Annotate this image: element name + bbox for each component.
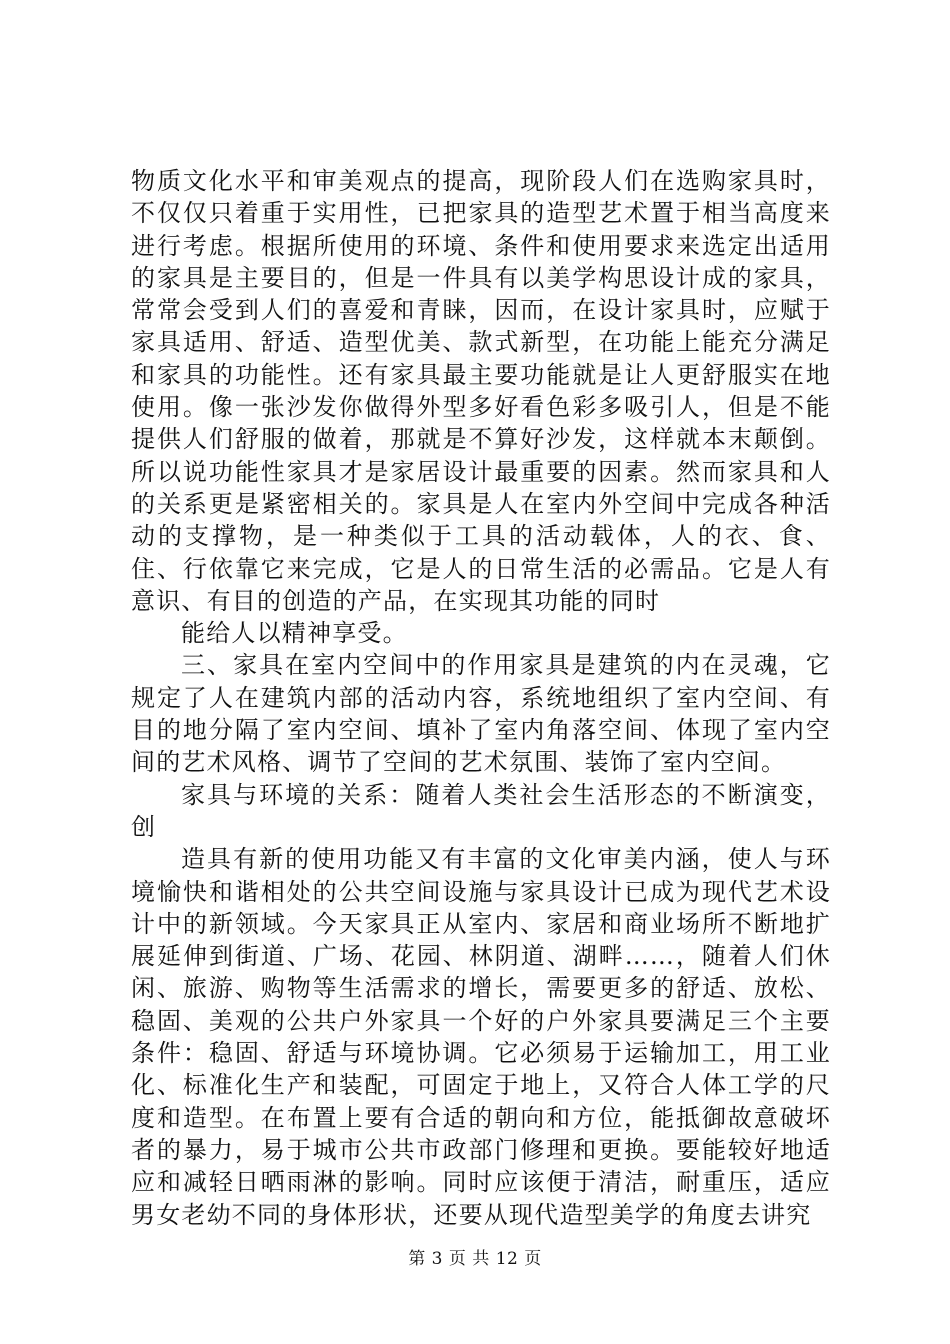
paragraph-interior-space-role: 三、家具在室内空间中的作用家具是建筑的内在灵魂，它规定了人在建筑内部的活动内容，系统地组织了室内空间、有目的地分隔了室内空间、填补了室内角落空间、体现了室内空间的艺术风格、调节了空间的艺术氛围、装饰了室内空间。: [131, 651, 831, 777]
paragraph-outdoor-furniture: 造具有新的使用功能又有丰富的文化审美内涵，使人与环境愉快和谐相处的公共空间设施与家具设计已成为现代艺术设计中的新领域。今天家具正从室内、家居和商业场所不断地扩展延伸到街道、广场、花园、林阴道、湖畔……，随着人们休闲、旅游、购物等生活需求的增长，需要更多的舒适、放松、稳固、美观的公共户外家具一个好的户外家具要满足三个主要条件：稳固、舒适与环境协调。它必须易于运输加工，用工业化、标准化生产和装配，可固定于地上，又符合人体工学的尺度和造型。在布置上要有合适的朝向和方位，能抵御故意破坏者的暴力，易于城市公共市政部门修理和更换。要能较好地适应和减轻日晒雨淋的影响。同时应该便于清洁，耐重压，适应男女老幼不同的身体形状，还要从现代造型美学的角度去讲究: [131, 845, 831, 1229]
paragraph-spiritual-enjoyment: 能给人以精神享受。: [181, 619, 408, 648]
paragraph-environment-relation: 家具与环境的关系：随着人类社会生活形态的不断演变，创: [131, 780, 831, 841]
paragraph-furniture-function: 物质文化水平和审美观点的提高，现阶段人们在选购家具时，不仅仅只着重于实用性，已把家具的造型艺术置于相当高度来进行考虑。根据所使用的环境、条件和使用要求来选定出适用的家具是主要目的，但是一件具有以美学构思设计成的家具，常常会受到人们的喜爱和青睐，因而，在设计家具时，应赋于家具适用、舒适、造型优美、款式新型，在功能上能充分满足和家具的功能性。还有家具最主要功能就是让人更舒服实在地使用。像一张沙发你做得外型多好看色彩多吸引人，但是不能提供人们舒服的做着，那就是不算好沙发，这样就本末颠倒。所以说功能性家具才是家居设计最重要的因素。然而家具和人的关系更是紧密相关的。家具是人在室内外空间中完成各种活动的支撑物，是一种类似于工具的活动载体，人的衣、食、住、行依靠它来完成，它是人的日常生活的必需品。它是人有意识、有目的创造的产品，在实现其功能的同时: [131, 167, 831, 615]
page-number-footer: 第 3 页 共 12 页: [408, 1249, 542, 1269]
document-body: [131, 165, 831, 1231]
